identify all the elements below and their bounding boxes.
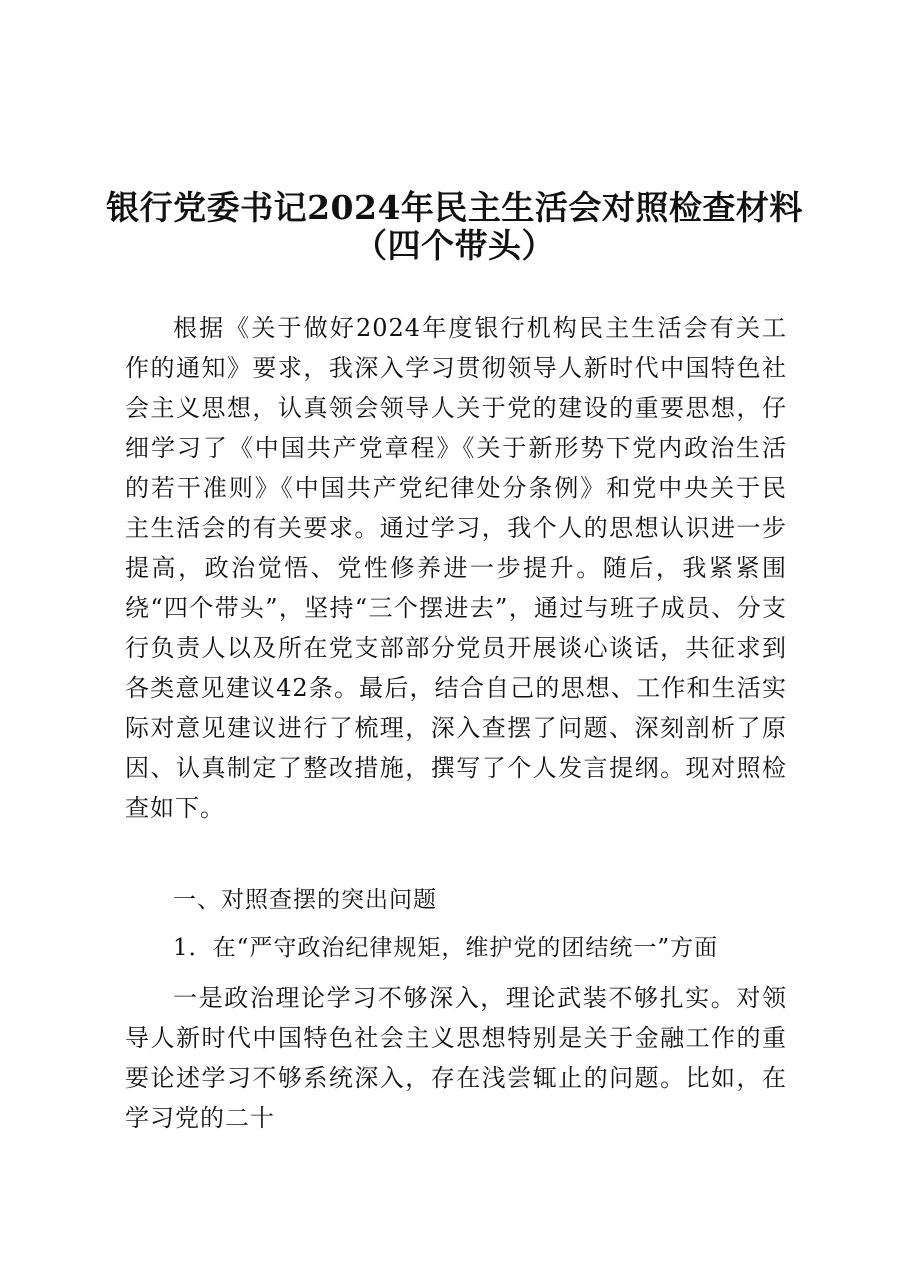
body-paragraph: 一是政治理论学习不够深入，理论武装不够扎实。对领导人新时代中国特色社会主义思想特别是关于金融工作的重要论述学习不够系统深入，存在浅尝辄止的问题。比如，在学习党的二十 <box>125 984 787 1132</box>
section-heading: 一、对照查摆的突出问题 <box>173 887 437 913</box>
subsection-heading: 1．在“严守政治纪律规矩，维护党的团结统一”方面 <box>173 935 719 961</box>
document-title: 银行党委书记2024年民主生活会对照检查材料 <box>106 188 803 227</box>
intro-paragraph: 根据《关于做好2024年度银行机构民主生活会有关工作的通知》要求，我深入学习贯彻领导人新时代中国特色社会主义思想，认真领会领导人关于党的建设的重要思想，仔细学习了《中国共产党章程》《关于新形势下党内政治生活的若干准则》《中国共产党纪律处分条例》和党中央关于民主生活会的有关要求。通过学习，我个人的思想认识进一步提高，政治觉悟、党性修养进一步提升。随后，我紧紧围绕“四个带头”，坚持“三个摆进去”，通过与班子成员、分支行负责人以及所在党支部部分党员开展谈心谈话，共征求到各类意见建议42条。最后，结合自己的思想、工作和生活实际对意见建议进行了梳理，深入查摆了问题、深刻剖析了原因、认真制定了整改措施，撰写了个人发言提纲。现对照检查如下。 <box>125 314 787 822</box>
document-subtitle: （四个带头） <box>354 226 555 265</box>
